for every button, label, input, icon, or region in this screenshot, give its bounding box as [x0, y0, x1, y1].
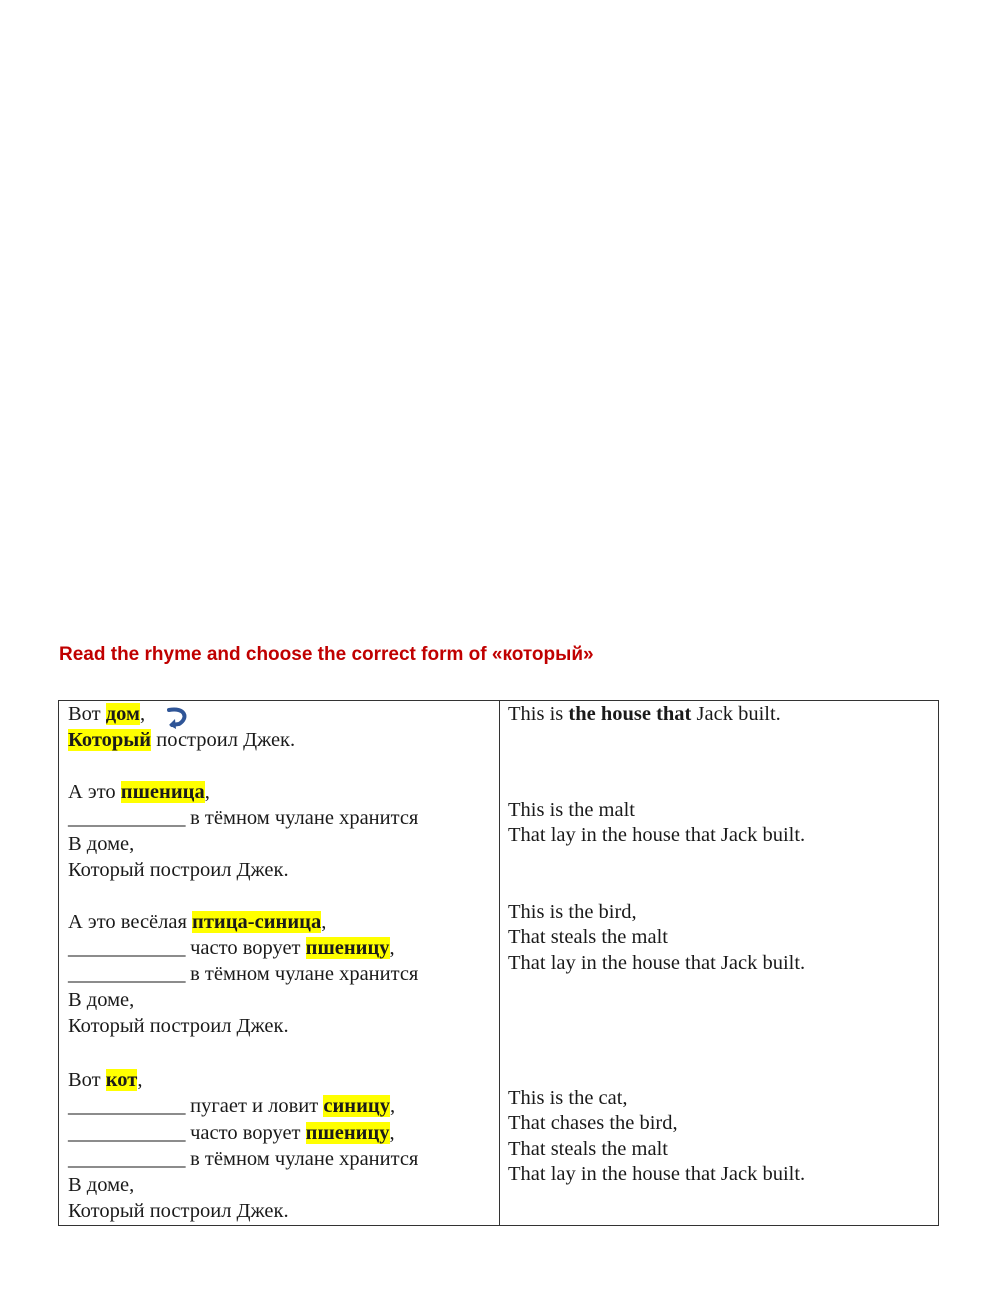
- en-s4-line1: This is the cat,: [508, 1087, 628, 1109]
- ru-s3-line3: ____________ в тёмном чулане хранится: [68, 963, 419, 985]
- en-s3-line1: This is the bird,: [508, 901, 637, 923]
- column-divider: [499, 701, 500, 1225]
- ru-s3-line1: А это весёлая птица-синица,: [68, 911, 327, 933]
- ru-s2-line2: ____________ в тёмном чулане хранится: [68, 807, 419, 829]
- ru-s3-line5: Который построил Джек.: [68, 1015, 289, 1037]
- highlight-sinitsu: синицу: [323, 1095, 390, 1117]
- en-s4-line4: That lay in the house that Jack built.: [508, 1163, 806, 1185]
- highlight-ptitsa: птица-синица: [192, 911, 322, 933]
- answer-blank[interactable]: ____________: [68, 1095, 185, 1117]
- en-s3-line3: That lay in the house that Jack built.: [508, 952, 806, 974]
- answer-blank[interactable]: ____________: [68, 963, 185, 985]
- highlight-pshenitsu: пшеницу: [305, 1122, 390, 1144]
- ru-s4-line1: Вот кот,: [68, 1069, 143, 1091]
- en-s4-line3: That steals the malt: [508, 1138, 668, 1160]
- answer-blank[interactable]: ____________: [68, 807, 185, 829]
- ru-s2-line4: Который построил Джек.: [68, 859, 289, 881]
- ru-s4-line6: Который построил Джек.: [68, 1200, 289, 1222]
- answer-blank[interactable]: ____________: [68, 1148, 185, 1170]
- ru-s4-line4: ____________ в тёмном чулане хранится: [68, 1148, 419, 1170]
- ru-s1-line1: Вот дом,: [68, 703, 146, 725]
- highlight-kot: кот: [105, 1069, 138, 1091]
- answer-blank[interactable]: ____________: [68, 937, 185, 959]
- ru-s1-line2: Который построил Джек.: [68, 729, 296, 751]
- en-s2-line2: That lay in the house that Jack built.: [508, 824, 806, 846]
- en-s1-line1: This is the house that Jack built.: [508, 703, 781, 725]
- en-s4-line2: That chases the bird,: [508, 1112, 678, 1134]
- en-s2-line1: This is the malt: [508, 799, 635, 821]
- ru-s4-line3: ____________ часто ворует пшеницу,: [68, 1122, 395, 1144]
- en-s3-line2: That steals the malt: [508, 926, 668, 948]
- ru-s3-line4: В доме,: [68, 989, 135, 1011]
- ru-s4-line2: ____________ пугает и ловит синицу,: [68, 1095, 396, 1117]
- highlight-kotoryi: Который: [68, 729, 152, 751]
- ru-s3-line2: ____________ часто ворует пшеницу,: [68, 937, 395, 959]
- answer-blank[interactable]: ____________: [68, 1122, 185, 1144]
- page-heading: Read the rhyme and choose the correct form of «который»: [59, 644, 594, 665]
- highlight-dom: дом: [105, 703, 140, 725]
- highlight-pshenitsa: пшеница: [120, 781, 205, 803]
- highlight-pshenitsu: пшеницу: [305, 937, 390, 959]
- ru-s2-line1: А это пшеница,: [68, 781, 210, 803]
- ru-s4-line5: В доме,: [68, 1174, 135, 1196]
- rhyme-table: [58, 700, 939, 1226]
- ru-s2-line3: В доме,: [68, 833, 135, 855]
